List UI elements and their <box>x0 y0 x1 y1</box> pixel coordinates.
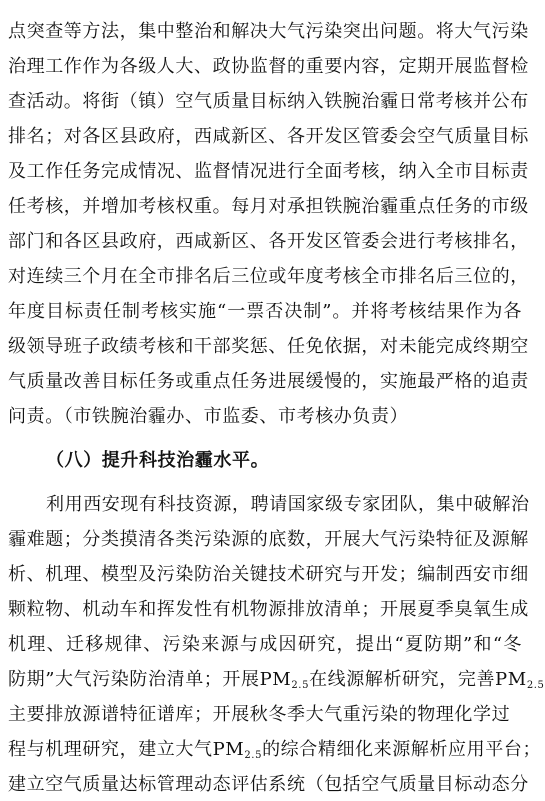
line-text: 程与机理研究，建立大气PM <box>8 739 245 760</box>
paragraph-line: 问责。（市铁腕治霾办、市监委、市考核办负责） <box>8 406 409 427</box>
paragraph-line <box>8 664 545 696</box>
paragraph-line: 查活动。将街（镇）空气质量目标纳入铁腕治霾日常考核并公布 <box>8 91 529 112</box>
subscript: 2.5 <box>526 680 545 691</box>
paragraph-line: 利用西安现有科技资源，聘请国家级专家团队，集中破解治 <box>46 494 530 515</box>
paragraph-line: 主要排放源谱特征谱库；开展秋冬季大气重污染的物理化学过 <box>8 704 511 725</box>
paragraph-line: 排名；对各区县政府，西咸新区、各开发区管委会空气质量目标 <box>8 126 529 147</box>
paragraph-line: 治理工作作为各级人大、政协监督的重要内容，定期开展监督检 <box>8 56 529 77</box>
paragraph-line: 颗粒物、机动车和挥发性有机物源排放清单；开展夏季臭氧生成 <box>8 599 529 620</box>
paragraph-line: 析、机理、模型及污染防治关键技术研究与开发；编制西安市细 <box>8 564 529 585</box>
paragraph-line: 部门和各区县政府，西咸新区、各开发区管委会进行考核排名， <box>8 231 529 252</box>
subscript: 2.5 <box>244 750 263 761</box>
paragraph-line: 霾难题；分类摸清各类污染源的底数，开展大气污染特征及源解 <box>8 529 529 550</box>
paragraph-line: 级领导班子政绩考核和干部奖惩、任免依据，对未能完成终期空 <box>8 336 529 357</box>
line-text: 在线源解析研究，完善PM <box>309 669 527 690</box>
paragraph-line: 点突查等方法，集中整治和解决大气污染突出问题。将大气污染 <box>8 21 529 42</box>
line-text: 防期”大气污染防治清单；开展PM <box>8 669 292 690</box>
section-heading: （八）提升科技治霾水平。 <box>46 450 270 471</box>
paragraph-line: 及工作任务完成情况、监督情况进行全面考核，纳入全市目标责 <box>8 161 529 182</box>
paragraph-line <box>8 734 542 766</box>
paragraph-line: 气质量改善目标任务或重点任务进展缓慢的，实施最严格的追责 <box>8 371 529 392</box>
paragraph-line: 机理、迁移规律、污染来源与成因研究，提出“夏防期”和“冬 <box>8 634 522 655</box>
paragraph-line: 任考核，并增加考核权重。每月对承担铁腕治霾重点任务的市级 <box>8 196 529 217</box>
paragraph-line: 建立空气质量达标管理动态评估系统（包括空气质量目标动态分 <box>8 774 529 795</box>
subscript: 2.5 <box>291 680 310 691</box>
line-text: 的综合精细化来源解析应用平台； <box>262 739 542 760</box>
paragraph-line: 对连续三个月在全市排名后三位或年度考核全市排名后三位的， <box>8 266 529 287</box>
paragraph-line: 年度目标责任制考核实施“一票否决制”。并将考核结果作为各 <box>8 301 522 322</box>
